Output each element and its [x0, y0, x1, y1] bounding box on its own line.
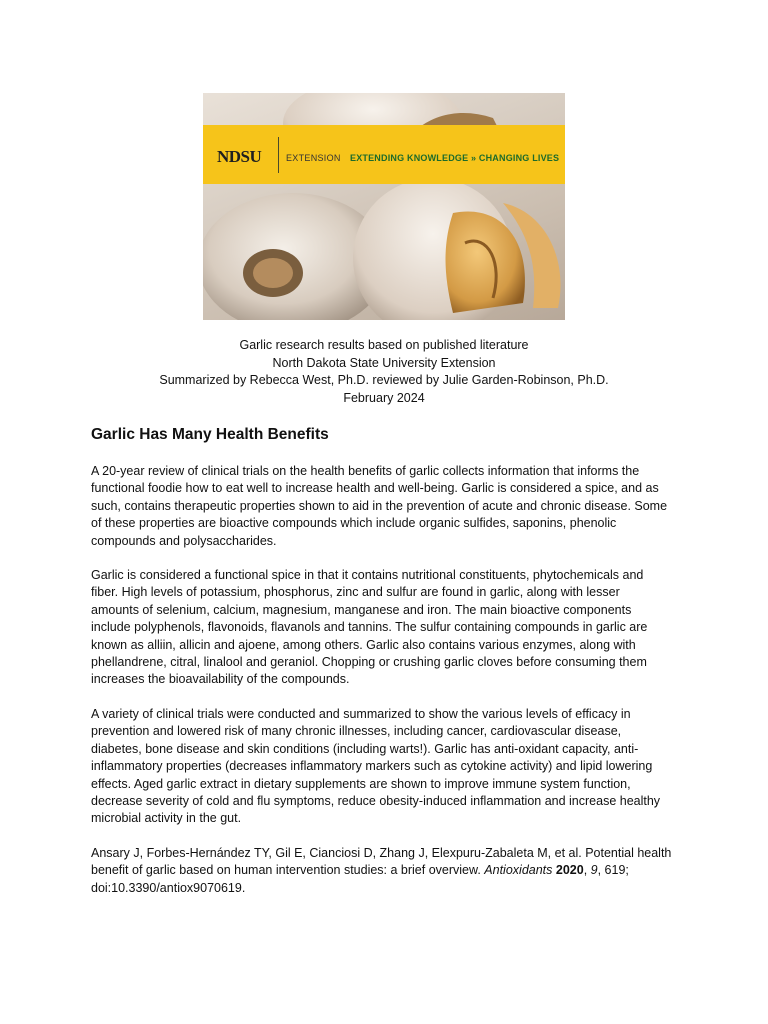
- text-line: effects. Aged garlic extract in dietary supplements are shown to improve immune system function,: [91, 776, 631, 791]
- text-line: microbial activity in the gut.: [91, 811, 242, 826]
- text-line: A 20-year review of clinical trials on the health benefits of garlic collects information that informs the: [91, 464, 640, 478]
- text-line: amounts of selenium, calcium, magnesium, manganese and iron. The main bioactive components: [91, 602, 632, 617]
- text-line: Ansary J, Forbes-Hernández TY, Gil E, Cianciosi D, Zhang J, Elexpuru-Zabaleta M, et al. Potential health: [91, 846, 672, 860]
- citation-volume: 9: [590, 863, 598, 878]
- text-line: increases the bioavailability of the compounds.: [91, 672, 350, 687]
- journal-name: Antioxidants: [484, 863, 553, 878]
- text-line: A variety of clinical trials were conducted and summarized to show the various levels of efficacy in: [91, 707, 631, 721]
- text-line: known as alliin, allicin and ajoene, among others. Garlic also contains various enzymes, along with: [91, 637, 636, 652]
- caption-line: Garlic research results based on published literature: [239, 338, 529, 352]
- page-title: Garlic Has Many Health Benefits: [91, 426, 329, 443]
- text-line: compounds and polysaccharides.: [91, 533, 277, 548]
- ndsu-banner: [203, 125, 565, 184]
- text-line: Garlic is considered a functional spice in that it contains nutritional constituents, phytochemicals and: [91, 568, 644, 582]
- text-line: such, contains therapeutic properties shown to aid in the prevention of acute and chronic disease. Some: [91, 498, 668, 513]
- text-line: prevention and lowered risk of many chronic illnesses, including cancer, cardiovascular disease,: [91, 724, 622, 739]
- text-line: decrease severity of cold and flu symptoms, reduce obesity-induced inflammation and increase healthy: [91, 794, 661, 809]
- paragraph-constituents: [91, 567, 683, 689]
- text-line: functional foodie how to eat well to increase health and well-being. Garlic is considered a spice, and as: [91, 481, 659, 496]
- text-line: phellandrene, citral, linalool and geraniol. Chopping or crushing garlic cloves before consuming them: [91, 655, 647, 670]
- reference-citation: [91, 845, 683, 897]
- caption-line: North Dakota State University Extension: [272, 355, 496, 370]
- ndsu-logo: NDSU: [217, 147, 262, 166]
- paragraph-intro: [91, 463, 683, 550]
- paragraph-clinical-trials: [91, 706, 683, 828]
- logo-divider: [278, 137, 279, 173]
- text-line: benefit of garlic based on human intervention studies: a brief overview. Antioxidants 2020, 9, 619;: [91, 863, 629, 878]
- doi-text: doi:10.3390/antiox9070619.: [91, 880, 246, 895]
- citation-year: 2020: [555, 863, 584, 878]
- text-line: include polyphenols, flavonoids, flavanols and tannins. The sulfur containing compounds in garlic are: [91, 620, 648, 635]
- tagline: EXTENDING KNOWLEDGE » CHANGING LIVES: [350, 153, 560, 163]
- text-line: of these properties are bioactive compounds which include organic sulfides, saponins, phenolic: [91, 516, 617, 531]
- text-line: fiber. High levels of potassium, phosphorus, zinc and sulfur are found in garlic, along with lesser: [91, 585, 620, 600]
- text-line: inflammatory properties (decreases inflammatory markers such as cytokine activity) and lipid lowering: [91, 759, 653, 774]
- header-image: [203, 93, 565, 320]
- citation-text: benefit of garlic based on human intervention studies: a brief overview.: [91, 863, 485, 878]
- citation-pages: , 619;: [597, 863, 629, 878]
- extension-label: EXTENSION: [286, 153, 341, 163]
- text-line: diabetes, bone disease and skin conditions (including warts!). Garlic has anti-oxidant capacity, anti-: [91, 741, 639, 756]
- caption-line: February 2024: [343, 390, 425, 405]
- caption-line: Summarized by Rebecca West, Ph.D. reviewed by Julie Garden-Robinson, Ph.D.: [159, 373, 609, 387]
- document-caption: [0, 337, 768, 407]
